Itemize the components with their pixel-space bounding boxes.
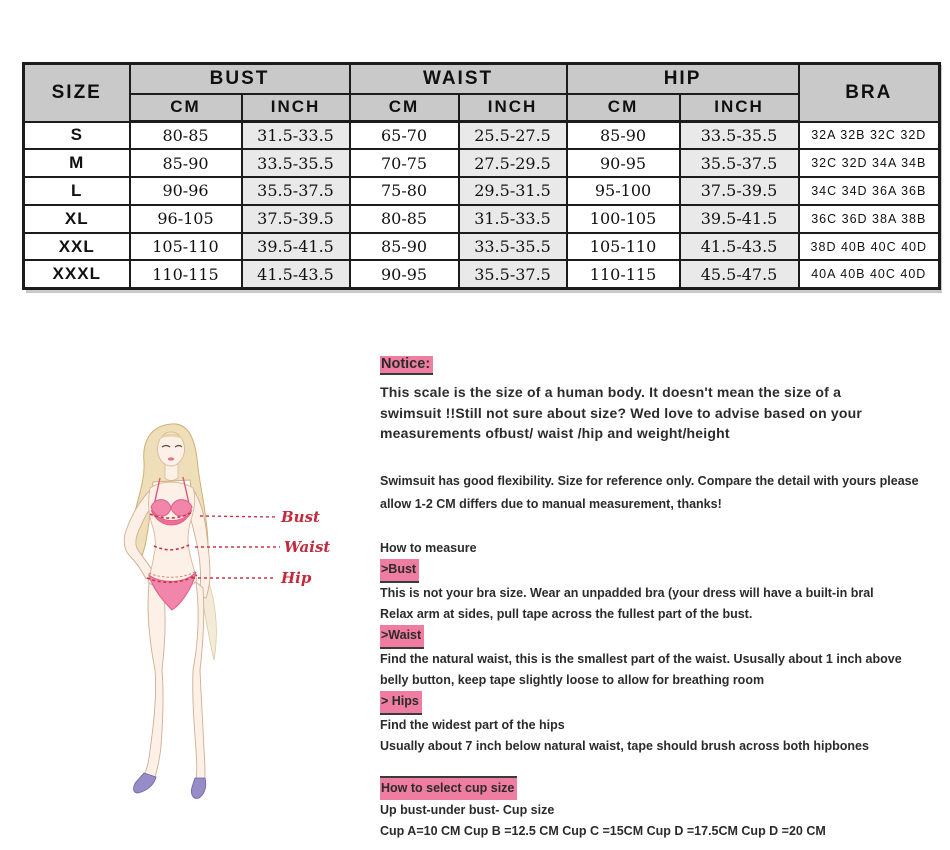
header-bust-cm: CM [130, 94, 242, 122]
notice-intro-text: This scale is the size of a human body. It doesn't mean the size of a swimsuit !!Still not sure about size? Wed love to advise based on your measurements ofbust/ waist /hip and weight/height [380, 384, 863, 441]
bust-inch-value: 39.5-41.5 [242, 233, 350, 261]
waist-heading-highlight: >Waist [380, 625, 424, 649]
right-shoe [191, 778, 205, 798]
bra-value: 36C 36D 38A 38B [799, 205, 940, 233]
cup-size-values: Cup A=10 CM Cup B =12.5 CM Cup C =15CM Cup D =17.5CM Cup D =20 CM [380, 823, 826, 838]
bust-label: Bust [281, 508, 320, 526]
bust-inch-value: 37.5-39.5 [242, 205, 350, 233]
bra-value: 32C 32D 34A 34B [799, 149, 940, 177]
table-row-xxxl [24, 260, 940, 288]
waist-instruction: Find the natural waist, this is the smallest part of the waist. Ususally about 1 inch above belly button, keep tape slightly loose to allow for breathing room [380, 651, 902, 687]
bust-heading [380, 559, 928, 583]
waist-heading [380, 625, 928, 649]
waist-cm-value: 70-75 [350, 149, 459, 177]
hip-cm-value: 100-105 [567, 205, 680, 233]
header-bust-inch: INCH [242, 94, 350, 122]
notice-heading-highlight: Notice: [380, 356, 433, 375]
lips [168, 457, 174, 460]
bust-inch-value: 41.5-43.5 [242, 260, 350, 288]
waist-cm-value: 65-70 [350, 122, 459, 150]
bust-cm-value: 85-90 [130, 149, 242, 177]
waist-inch-value: 29.5-31.5 [459, 177, 567, 205]
bust-cm-value: 96-105 [130, 205, 242, 233]
size-value: XXXL [24, 260, 130, 288]
bra-value: 40A 40B 40C 40D [799, 260, 940, 288]
bust-inch-value: 35.5-37.5 [242, 177, 350, 205]
notice-heading [380, 356, 932, 375]
hip-inch-value: 37.5-39.5 [680, 177, 799, 205]
bust-cm-value: 105-110 [130, 233, 242, 261]
table-row-m [24, 149, 940, 177]
hip-inch-value: 35.5-37.5 [680, 149, 799, 177]
waist-cm-value: 80-85 [350, 205, 459, 233]
waist-inch-value: 31.5-33.5 [459, 205, 567, 233]
hip-inch-value: 41.5-43.5 [680, 233, 799, 261]
waist-cm-value: 85-90 [350, 233, 459, 261]
size-value: XXL [24, 233, 130, 261]
header-hip-cm: CM [567, 94, 680, 122]
bra-value: 32A 32B 32C 32D [799, 122, 940, 150]
notes-section [380, 352, 932, 842]
header-hip-inch: INCH [680, 94, 799, 122]
header-waist: WAIST [350, 64, 567, 94]
hip-cm-value: 110-115 [567, 260, 680, 288]
bra-value: 38D 40B 40C 40D [799, 233, 940, 261]
waist-inch-value: 27.5-29.5 [459, 149, 567, 177]
bust-connector-line [200, 516, 276, 517]
size-chart-table [22, 62, 941, 290]
cup-size-title [380, 776, 932, 800]
header-size: SIZE [24, 64, 130, 122]
hip-cm-value: 105-110 [567, 233, 680, 261]
waist-inch-value: 35.5-37.5 [459, 260, 567, 288]
hips-heading [380, 691, 928, 715]
bust-cm-value: 110-115 [130, 260, 242, 288]
header-waist-cm: CM [350, 94, 459, 122]
table-row-l [24, 177, 940, 205]
table-row-s [24, 122, 940, 150]
size-value: S [24, 122, 130, 150]
hips-instruction-1: Find the widest part of the hips [380, 717, 565, 732]
figure-sketch [100, 420, 400, 815]
how-to-measure-block [380, 538, 932, 757]
size-value: L [24, 177, 130, 205]
hip-inch-value: 39.5-41.5 [680, 205, 799, 233]
header-waist-inch: INCH [459, 94, 567, 122]
hip-inch-value: 45.5-47.5 [680, 260, 799, 288]
cup-size-formula: Up bust-under bust- Cup size [380, 802, 555, 817]
hip-inch-value: 33.5-35.5 [680, 122, 799, 150]
waist-cm-value: 75-80 [350, 177, 459, 205]
hips-instruction-2: Usually about 7 inch below natural waist, tape should brush across both hipbones [380, 738, 869, 753]
bust-cm-value: 80-85 [130, 122, 242, 150]
hip-cm-value: 95-100 [567, 177, 680, 205]
bust-cm-value: 90-96 [130, 177, 242, 205]
size-chart-table-container [22, 62, 938, 290]
hips-heading-highlight: > Hips [380, 691, 422, 715]
table-row-xl [24, 205, 940, 233]
flexibility-note-text: Swimsuit has good flexibility. Size for reference only. Compare the detail with yours please allow 1-2 CM differs due to manual measurement, thanks! [380, 473, 919, 511]
waist-inch-value: 25.5-27.5 [459, 122, 567, 150]
cup-size-block [380, 776, 932, 842]
size-value: XL [24, 205, 130, 233]
table-row-xxl [24, 233, 940, 261]
left-shoe [134, 773, 156, 793]
header-bust: BUST [130, 64, 350, 94]
hip-cm-value: 90-95 [567, 149, 680, 177]
header-hip: HIP [567, 64, 799, 94]
bust-instruction-2: Relax arm at sides, pull tape across the fullest part of the bust. [380, 606, 753, 621]
bust-inch-value: 33.5-35.5 [242, 149, 350, 177]
hip-cm-value: 85-90 [567, 122, 680, 150]
size-value: M [24, 149, 130, 177]
how-to-measure-title: How to measure [380, 540, 477, 555]
bust-inch-value: 31.5-33.5 [242, 122, 350, 150]
waist-inch-value: 33.5-35.5 [459, 233, 567, 261]
measurement-figure-illustration [100, 420, 400, 815]
bust-instruction-1: This is not your bra size. Wear an unpadded bra (your dress will have a built-in bral [380, 585, 874, 600]
waist-label: Waist [284, 538, 331, 556]
cup-size-title-highlight: How to select cup size [380, 776, 517, 800]
left-leg [144, 583, 165, 777]
hip-label: Hip [281, 569, 312, 587]
right-leg [193, 582, 205, 780]
waist-cm-value: 90-95 [350, 260, 459, 288]
bust-heading-highlight: >Bust [380, 559, 419, 583]
header-bra: BRA [799, 64, 940, 122]
bra-value: 34C 34D 36A 36B [799, 177, 940, 205]
